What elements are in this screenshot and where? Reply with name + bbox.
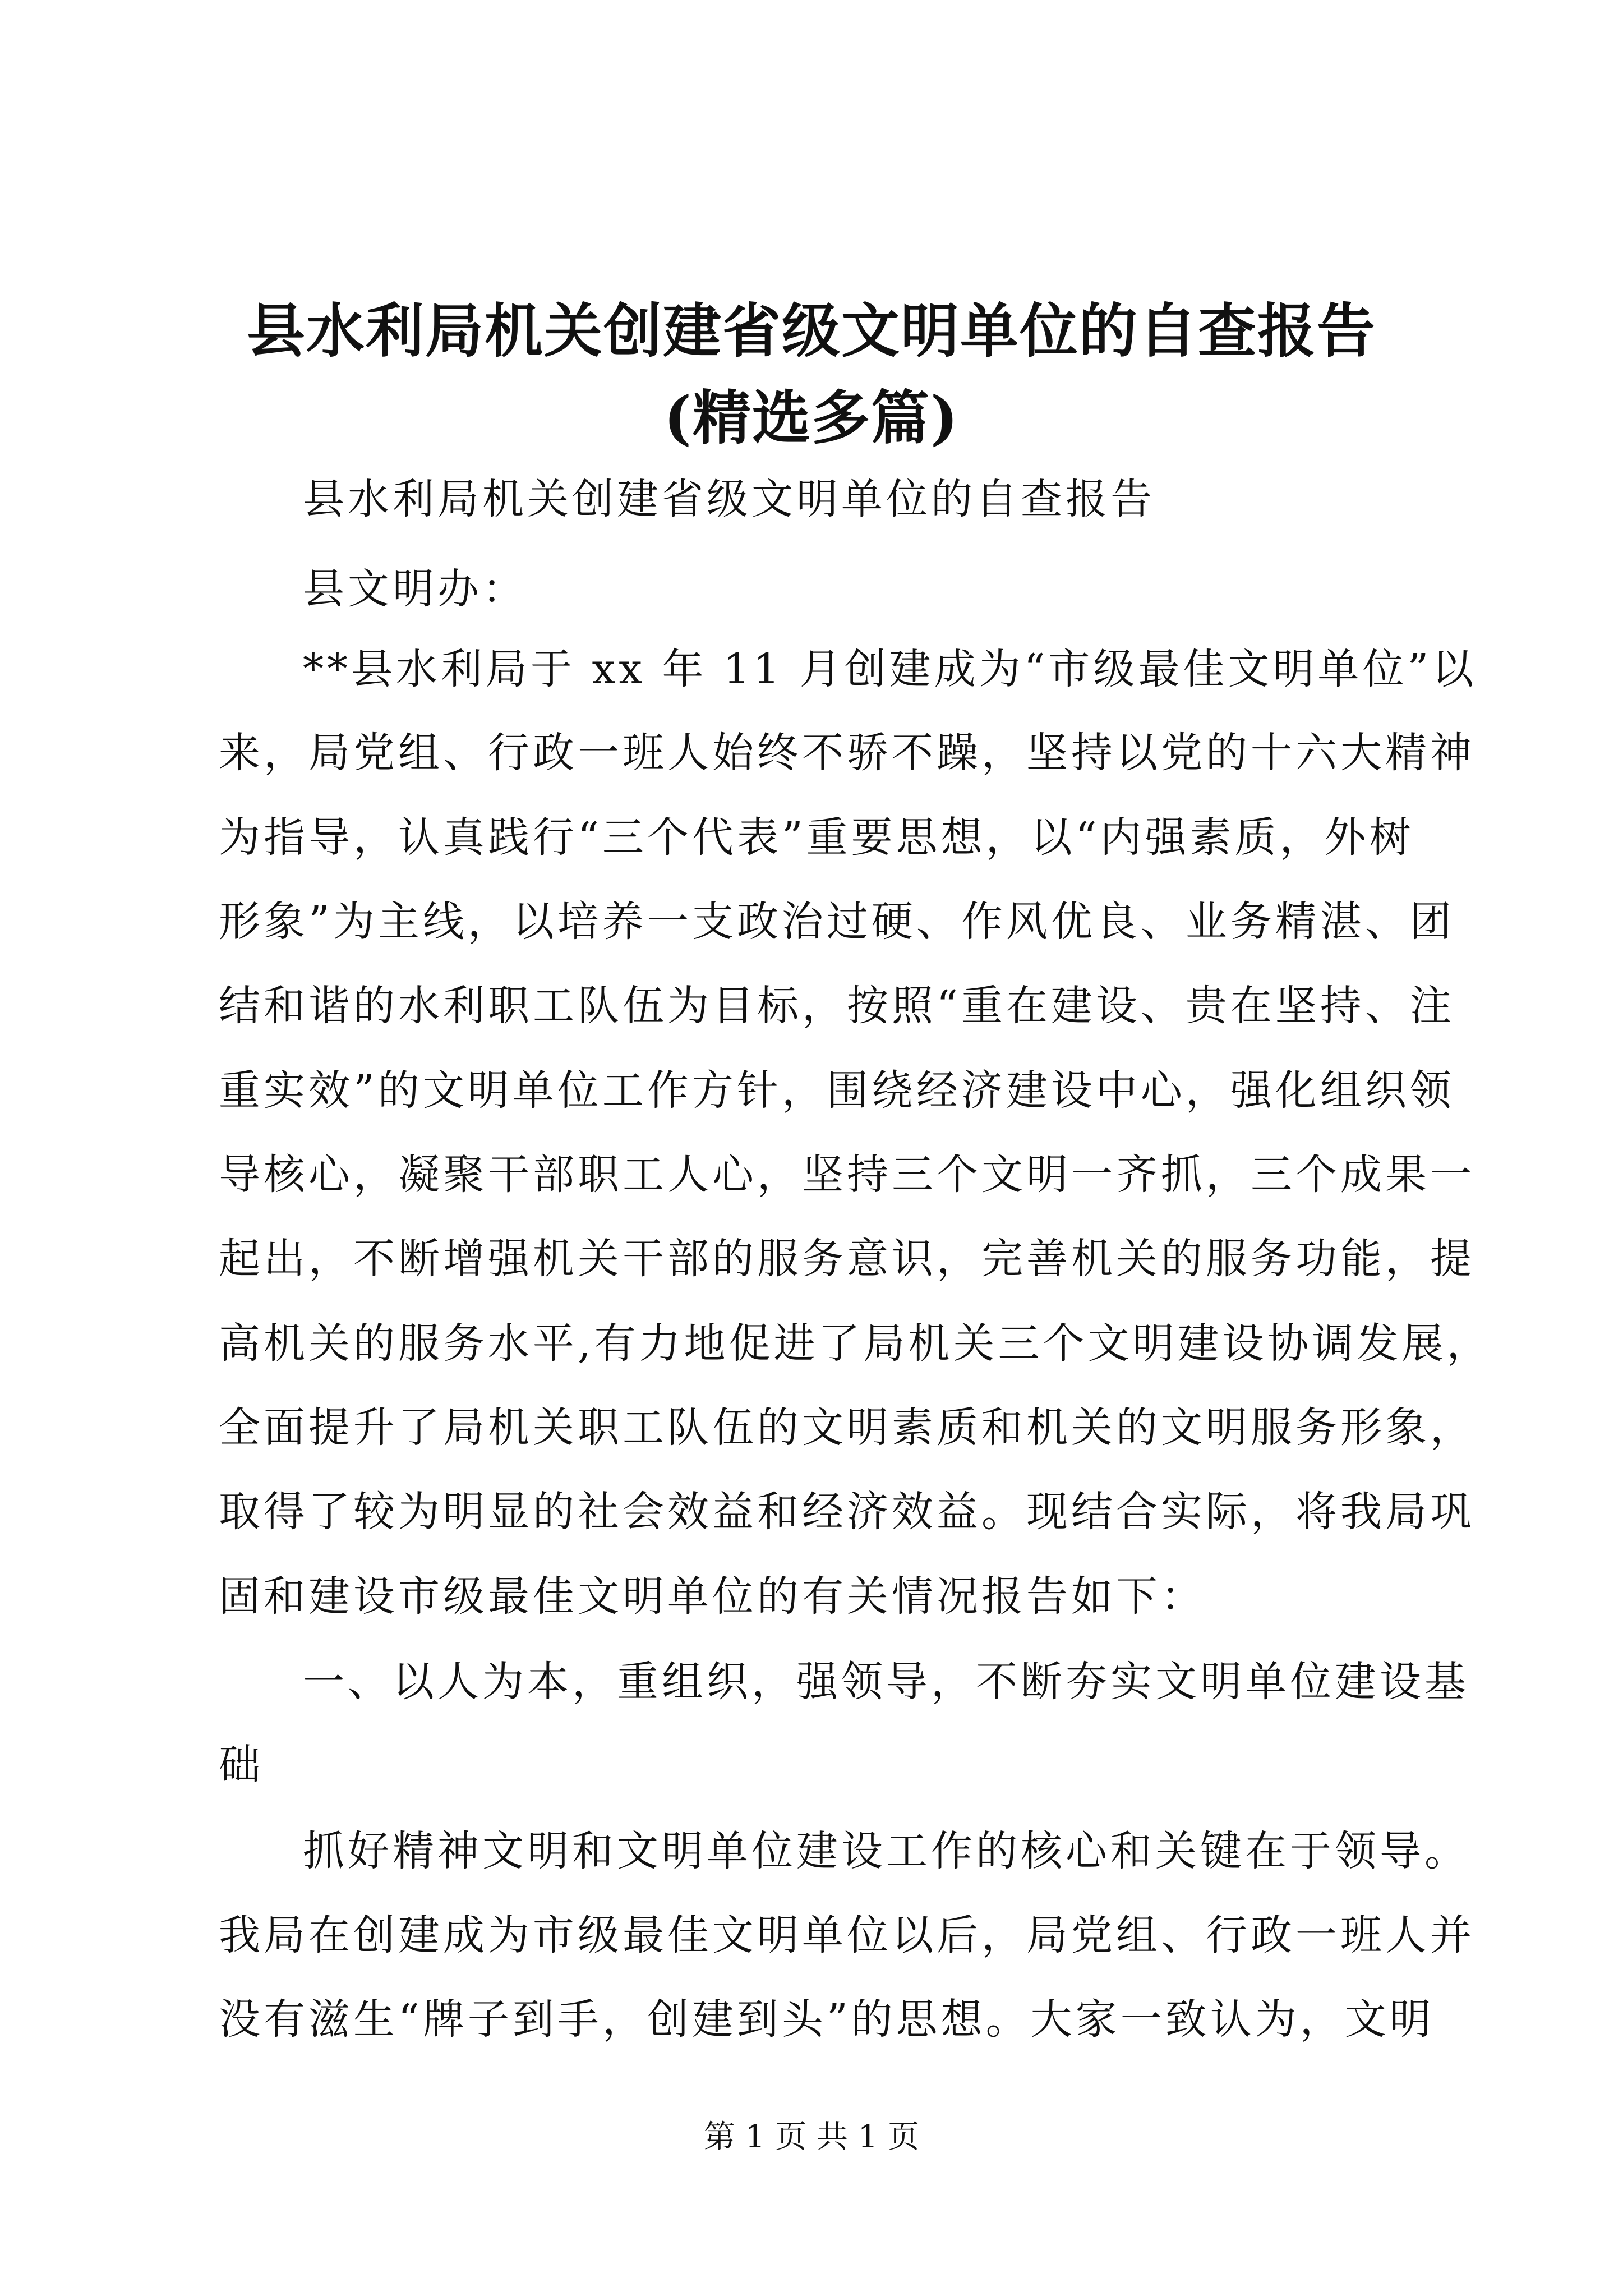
paragraph-1-line: 取得了较为明显的社会效益和经济效益。现结合实际，将我局巩 xyxy=(219,1488,1475,1536)
paragraph-1-line: 固和建设市级最佳文明单位的有关情况报告如下： xyxy=(219,1572,1206,1621)
section-heading-line: 础 xyxy=(219,1741,264,1789)
document-subtitle: 县水利局机关创建省级文明单位的自查报告 xyxy=(303,475,1155,523)
paragraph-1-line: **县水利局于 xx 年 11 月创建成为“市级最佳文明单位”以 xyxy=(303,645,1477,693)
paragraph-1-line: 起出，不断增强机关干部的服务意识，完善机关的服务功能，提 xyxy=(219,1235,1475,1283)
paragraph-2-line: 抓好精神文明和文明单位建设工作的核心和关键在于领导。 xyxy=(303,1827,1469,1875)
paragraph-1-line: 结和谐的水利职工队伍为目标，按照“重在建设、贵在坚持、注 xyxy=(219,982,1455,1030)
paragraph-1-line: 为指导，认真践行“三个代表”重要思想，以“内强素质，外树 xyxy=(219,813,1414,862)
document-title-line-2: (精选多篇) xyxy=(663,383,960,452)
paragraph-1-line: 全面提升了局机关职工队伍的文明素质和机关的文明服务形象， xyxy=(219,1404,1475,1452)
section-heading-line: 一、以人为本，重组织，强领导，不断夯实文明单位建设基 xyxy=(303,1658,1469,1706)
paragraph-1-line: 高机关的服务水平,有力地促进了局机关三个文明建设协调发展， xyxy=(219,1319,1492,1368)
document-title-line-1: 县水利局机关创建省级文明单位的自查报告 xyxy=(246,296,1376,365)
paragraph-1-line: 形象”为主线，以培养一支政治过硬、作风优良、业务精湛、团 xyxy=(219,898,1455,946)
paragraph-2-line: 没有滋生“牌子到手，创建到头”的思想。大家一致认为，文明 xyxy=(219,1995,1435,2044)
paragraph-1-line: 导核心，凝聚干部职工人心，坚持三个文明一齐抓，三个成果一 xyxy=(219,1151,1475,1199)
salutation: 县文明办： xyxy=(303,565,527,613)
page-footer xyxy=(0,2115,1623,2160)
paragraph-1-line: 来，局党组、行政一班人始终不骄不躁，坚持以党的十六大精神 xyxy=(219,729,1475,777)
paragraph-1-line: 重实效”的文明单位工作方针，围绕经济建设中心，强化组织领 xyxy=(219,1066,1455,1115)
paragraph-2-line: 我局在创建成为市级最佳文明单位以后，局党组、行政一班人并 xyxy=(219,1911,1475,1959)
page-number-text: 第 1 页 共 1 页 xyxy=(703,2119,920,2155)
